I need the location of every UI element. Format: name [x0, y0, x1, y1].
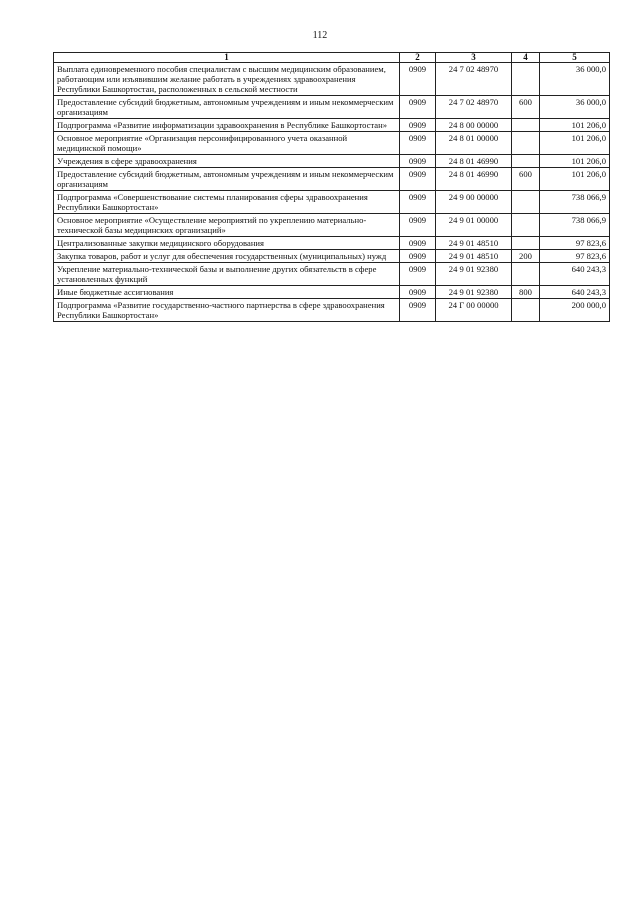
target-article-cell: 24 Г 00 00000	[436, 299, 512, 322]
expense-name-cell: Основное мероприятие «Осуществление мероприятий по укреплению материально-технической базы медицинских организаций»	[54, 214, 400, 237]
table-header	[54, 53, 610, 63]
expense-name-cell: Предоставление субсидий бюджетным, автономным учреждениям и иным некоммерческим организациям	[54, 96, 400, 119]
section-code-cell: 0909	[400, 263, 436, 286]
target-article-cell: 24 8 01 46990	[436, 155, 512, 168]
section-code-cell: 0909	[400, 191, 436, 214]
table-row	[54, 168, 610, 191]
table-row	[54, 263, 610, 286]
expense-type-cell: 800	[512, 286, 540, 299]
expense-name-cell: Учреждения в сфере здравоохранения	[54, 155, 400, 168]
expense-name-cell: Закупка товаров, работ и услуг для обеспечения государственных (муниципальных) нужд	[54, 250, 400, 263]
table-row	[54, 299, 610, 322]
expense-name-cell: Укрепление материально-технической базы и выполнение других обязательств в сфере установленных функций	[54, 263, 400, 286]
expense-type-cell: 600	[512, 96, 540, 119]
expense-type-cell	[512, 191, 540, 214]
target-article-cell: 24 7 02 48970	[436, 96, 512, 119]
table-row	[54, 214, 610, 237]
expense-type-cell	[512, 263, 540, 286]
section-code-cell: 0909	[400, 132, 436, 155]
header-col-2: 2	[400, 53, 436, 63]
expense-name-cell: Подпрограмма «Развитие государственно-частного партнерства в сфере здравоохранения Республики Башкортостан»	[54, 299, 400, 322]
expense-name-cell: Иные бюджетные ассигнования	[54, 286, 400, 299]
amount-cell: 101 206,0	[540, 132, 610, 155]
table-row	[54, 191, 610, 214]
section-code-cell: 0909	[400, 63, 436, 96]
table-row	[54, 155, 610, 168]
section-code-cell: 0909	[400, 286, 436, 299]
expense-type-cell	[512, 214, 540, 237]
amount-cell: 640 243,3	[540, 263, 610, 286]
amount-cell: 101 206,0	[540, 119, 610, 132]
header-col-4: 4	[512, 53, 540, 63]
table-body	[54, 63, 610, 322]
amount-cell: 36 000,0	[540, 96, 610, 119]
expense-type-cell	[512, 155, 540, 168]
target-article-cell: 24 9 01 48510	[436, 250, 512, 263]
expense-type-cell	[512, 132, 540, 155]
amount-cell: 97 823,6	[540, 250, 610, 263]
expense-name-cell: Основное мероприятие «Организация персонифицированного учета оказанной медицинской помощи»	[54, 132, 400, 155]
target-article-cell: 24 8 01 46990	[436, 168, 512, 191]
amount-cell: 101 206,0	[540, 155, 610, 168]
section-code-cell: 0909	[400, 96, 436, 119]
header-col-1: 1	[54, 53, 400, 63]
expense-name-cell: Централизованные закупки медицинского оборудования	[54, 237, 400, 250]
section-code-cell: 0909	[400, 250, 436, 263]
target-article-cell: 24 9 00 00000	[436, 191, 512, 214]
target-article-cell: 24 9 01 00000	[436, 214, 512, 237]
expense-name-cell: Подпрограмма «Развитие информатизации здравоохранения в Республике Башкортостан»	[54, 119, 400, 132]
table-row	[54, 63, 610, 96]
amount-cell: 738 066,9	[540, 191, 610, 214]
expense-name-cell: Подпрограмма «Совершенствование системы планирования сферы здравоохранения Республики Башкортостан»	[54, 191, 400, 214]
table-row	[54, 250, 610, 263]
table-row	[54, 237, 610, 250]
amount-cell: 36 000,0	[540, 63, 610, 96]
expense-type-cell: 600	[512, 168, 540, 191]
section-code-cell: 0909	[400, 237, 436, 250]
target-article-cell: 24 9 01 92380	[436, 286, 512, 299]
section-code-cell: 0909	[400, 299, 436, 322]
amount-cell: 200 000,0	[540, 299, 610, 322]
target-article-cell: 24 9 01 48510	[436, 237, 512, 250]
amount-cell: 97 823,6	[540, 237, 610, 250]
header-row	[54, 53, 610, 63]
amount-cell: 101 206,0	[540, 168, 610, 191]
amount-cell: 640 243,3	[540, 286, 610, 299]
target-article-cell: 24 8 01 00000	[436, 132, 512, 155]
target-article-cell: 24 9 01 92380	[436, 263, 512, 286]
section-code-cell: 0909	[400, 168, 436, 191]
expense-name-cell: Выплата единовременного пособия специалистам с высшим медицинским образованием, работающим или изъявившим желание работать в учреждениях здравоохранения Республики Башкортостан, расположенных в сельской местности	[54, 63, 400, 96]
budget-table	[53, 52, 610, 322]
amount-cell: 738 066,9	[540, 214, 610, 237]
table-row	[54, 286, 610, 299]
table-row	[54, 132, 610, 155]
table-row	[54, 119, 610, 132]
expense-type-cell	[512, 237, 540, 250]
expense-type-cell	[512, 63, 540, 96]
expense-type-cell	[512, 299, 540, 322]
table-row	[54, 96, 610, 119]
page-number: 112	[312, 30, 328, 41]
section-code-cell: 0909	[400, 119, 436, 132]
expense-type-cell: 200	[512, 250, 540, 263]
expense-type-cell	[512, 119, 540, 132]
header-col-3: 3	[436, 53, 512, 63]
header-col-5: 5	[540, 53, 610, 63]
section-code-cell: 0909	[400, 214, 436, 237]
expense-name-cell: Предоставление субсидий бюджетным, автономным учреждениям и иным некоммерческим организациям	[54, 168, 400, 191]
section-code-cell: 0909	[400, 155, 436, 168]
target-article-cell: 24 8 00 00000	[436, 119, 512, 132]
target-article-cell: 24 7 02 48970	[436, 63, 512, 96]
